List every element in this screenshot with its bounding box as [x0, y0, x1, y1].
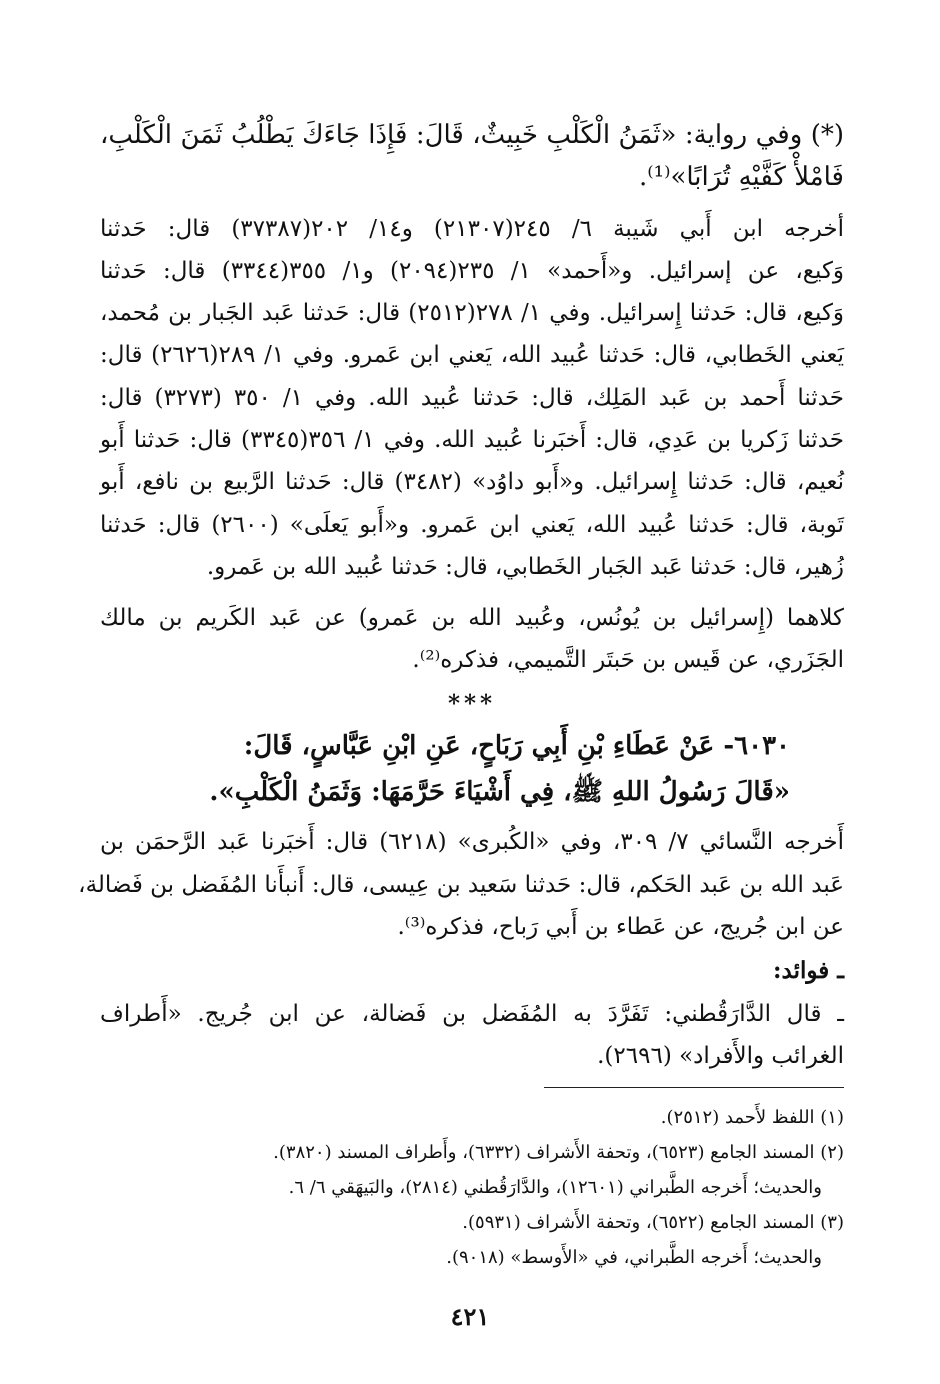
section-separator: ***: [447, 690, 497, 717]
footnote-2: (٢) المسند الجامع (٦٥٢٣)، وتحفة الأَشراف (٦٣٣٢)، وأَطراف المسند (٣٨٢٠).: [273, 1142, 844, 1163]
hadith-takhrij-line-3: عن ابن جُريج، عن عَطاء بن أَبي رَباح، فذكره⁽³⁾.: [397, 914, 844, 940]
narration-line-1: (*) وفي رواية: «ثَمَنُ الْكَلْبِ خَبِيثٌ، قَالَ: فَإِذَا جَاءَكَ يَطْلُبُ ثَمَنَ الْكَلْبِ،: [100, 120, 845, 150]
takhrij-line-1: أخرجه ابن أَبي شَيبة ٦/ ٢٤٥(٢١٣٠٧) و١٤/ ٢٠٢(٣٧٣٨٧) قال: حَدثنا: [100, 216, 844, 242]
hadith-takhrij-line-1: أَخرجه النَّسائي ٧/ ٣٠٩، وفي «الكُبرى» (٦٢١٨) قال: أَخبَرنا عَبد الرَّحمَن بن: [100, 829, 845, 855]
takhrij-line-5: حَدثنا أَحمد بن عَبد المَلِك، قال: حَدثنا عُبيد الله. وفي ١/ ٣٥٠ (٣٢٧٣) قال:: [100, 385, 844, 411]
takhrij-line-3: وَكيع، قال: حَدثنا إِسرائيل. وفي ١/ ٢٧٨(٢٥١٢) قال: حَدثنا عَبد الجَبار بن مُحمد،: [100, 300, 845, 326]
footnote-3-continuation: والحديث؛ أَخرجه الطَّبراني، في «الأَوسط» (٩٠١٨).: [446, 1247, 822, 1268]
takhrij-line-7: نُعيم، قال: حَدثنا إِسرائيل. و«أَبو داوُد» (٣٤٨٢) قال: حَدثنا الرَّبيع بن نافع، أَبو: [100, 469, 844, 495]
narration-line-2: فَامْلأْ كَفَّيْهِ تُرَابًا»⁽¹⁾.: [639, 162, 844, 192]
footnote-2-continuation: والحديث؛ أَخرجه الطَّبراني (١٢٦٠١)، والدَّارَقُطني (٢٨١٤)، والبَيهَقي ٦/ ٦.: [288, 1177, 822, 1198]
page-number: ٤٢١: [450, 1302, 490, 1331]
footnote-3: (٣) المسند الجامع (٦٥٢٢)، وتحفة الأَشراف (٥٩٣١).: [462, 1212, 844, 1233]
takhrij-line-6: حَدثنا زَكريا بن عَدِي، قال: أَخبَرنا عُبيد الله. وفي ١/ ٣٥٦(٣٣٤٥) قال: حَدثنا أَبو: [100, 427, 844, 453]
takhrij-line-4: يَعني الخَطابي، قال: حَدثنا عُبيد الله، يَعني ابن عَمرو. وفي ١/ ٢٨٩(٢٦٢٦) قال:: [100, 342, 845, 368]
footnote-divider: [544, 1087, 844, 1088]
takhrij-line-2: وَكيع، عن إسرائيل. و«أَحمد» ١/ ٢٣٥(٢٠٩٤) و١/ ٣٥٥(٣٣٤٤) قال: حَدثنا: [100, 258, 845, 284]
takhrij-line-8: تَوبة، قال: حَدثنا عُبيد الله، يَعني ابن عَمرو. و«أَبو يَعلَى» (٢٦٠٠) قال: حَدثنا: [100, 512, 844, 538]
hadith-takhrij-line-2: عَبد الله بن عَبد الحَكم، قال: حَدثنا سَعيد بن عِيسى، قال: أَنبأَنا المُفَضل بن فَضالة،: [78, 872, 844, 898]
hadith-text-line-2: «قَالَ رَسُولُ اللهِ ﷺ، فِي أَشْيَاءَ حَرَّمَهَا: وَثَمَنُ الْكَلْبِ».: [209, 777, 790, 807]
fawaid-heading: ـ فوائد:: [773, 957, 844, 984]
chain-line-1: كلاهما (إِسرائيل بن يُونُس، وعُبيد الله بن عَمرو) عن عَبد الكَريم بن مالك: [100, 605, 844, 631]
footnote-1: (١) اللفظ لأَحمد (٢٥١٢).: [660, 1107, 844, 1128]
hadith-text-line-1: ٦٠٣٠- عَنْ عَطَاءِ بْنِ أَبِي رَبَاحٍ، عَنِ ابْنِ عَبَّاسٍ، قَالَ:: [243, 731, 790, 761]
fawaid-line-1: ـ قال الدَّارَقُطني: تَفَرَّدَ به المُفَضل بن فَضالة، عن ابن جُريج. «أَطراف: [100, 1001, 844, 1027]
chain-line-2: الجَزَري، عن قَيس بن حَبتَر التَّميمي، فذكره⁽²⁾.: [412, 647, 844, 673]
fawaid-line-2: الغرائب والأَفراد» (٢٦٩٦).: [597, 1043, 844, 1069]
takhrij-line-9: زُهير، قال: حَدثنا عَبد الجَبار الخَطابي، قال: حَدثنا عُبيد الله بن عَمرو.: [206, 554, 844, 580]
